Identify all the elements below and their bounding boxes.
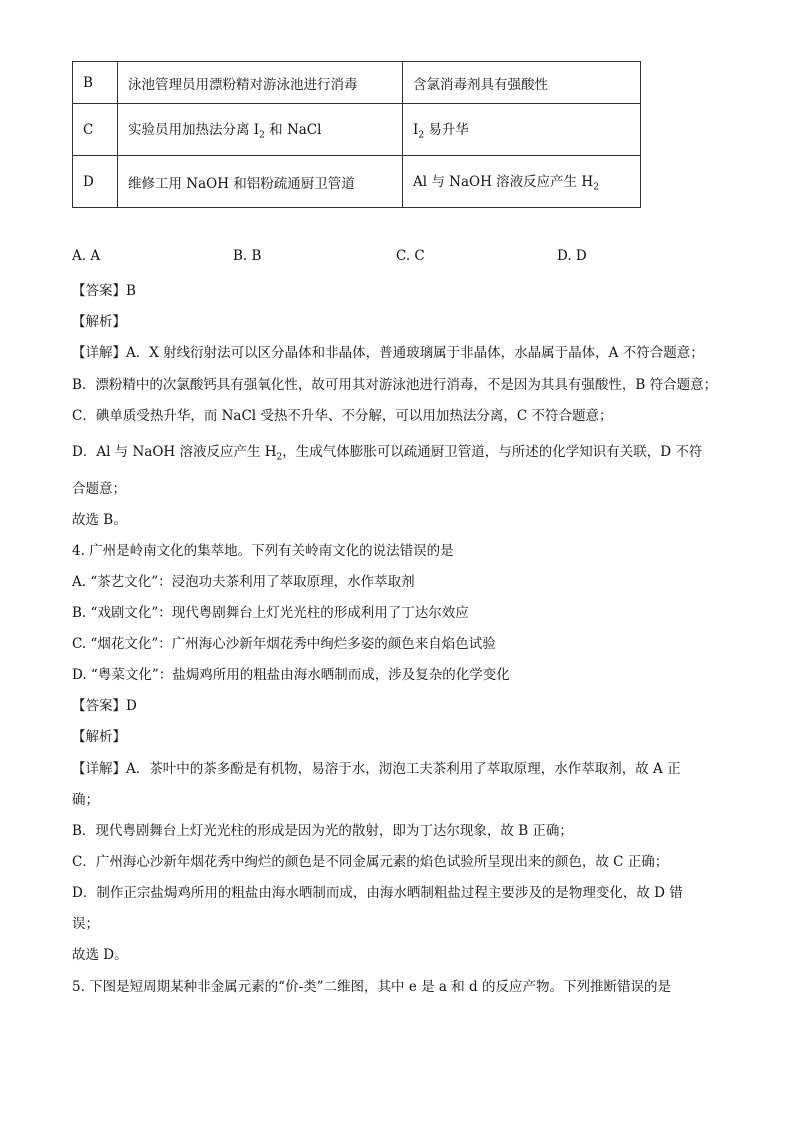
row-knowledge-text: Al 与 NaOH 溶液反应产生 H: [413, 174, 594, 191]
table-row: [73, 156, 641, 208]
table-row: [73, 104, 641, 156]
detail-line: [72, 440, 702, 463]
option-d: D. D: [557, 248, 587, 264]
detail-line: C．广州海心沙新年烟花秀中绚烂的颜色是不同金属元素的焰色试验所呈现出来的颜色，故 C 正确；: [72, 854, 669, 870]
subscript: 2: [259, 130, 265, 141]
option-a: A. A: [72, 248, 101, 264]
detail-line: 合题意；: [72, 481, 126, 497]
analysis-label: 【解析】: [72, 729, 126, 745]
subscript: 2: [276, 452, 283, 463]
choice-b: B. “戏剧文化”：现代粤剧舞台上灯光光柱的形成利用了丁达尔效应: [72, 605, 469, 621]
choose-line: 故选 D。: [72, 947, 128, 963]
option-c: C. C: [396, 248, 425, 264]
answer-label: 【答案】D: [72, 698, 137, 714]
detail-line: 【详解】A．茶叶中的茶多酚是有机物，易溶于水，沏泡工夫茶利用了萃取原理，水作萃取剂，故 A 正: [72, 761, 681, 777]
subscript: 2: [593, 182, 599, 193]
choice-d: D. “粤菜文化”：盐焗鸡所用的粗盐由海水晒制而成，涉及复杂的化学变化: [72, 667, 510, 683]
analysis-label: 【解析】: [72, 314, 126, 330]
question-stem: 4. 广州是岭南文化的集萃地。下列有关岭南文化的说法错误的是: [72, 543, 454, 559]
row-action-text: 实验员用加热法分离 I: [128, 122, 260, 139]
question-stem: 5. 下图是短周期某种非金属元素的“价-类”二维图，其中 e 是 a 和 d 的反应产物。下列推断错误的是: [72, 979, 671, 995]
answer-label: 【答案】B: [72, 283, 136, 299]
detail-line: D．制作正宗盐焗鸡所用的粗盐由海水晒制而成，由海水晒制粗盐过程主要涉及的是物理变化，故 D 错: [72, 885, 683, 901]
row-letter: C: [73, 104, 118, 156]
detail-line: 【详解】A．X 射线衍射法可以区分晶体和非晶体，普通玻璃属于非晶体，水晶属于晶体，A 不符合题意；: [72, 345, 704, 361]
detail-line: 误；: [72, 916, 99, 932]
choice-c: C. “烟花文化”：广州海心沙新年烟花秀中绚烂多姿的颜色来自焰色试验: [72, 636, 496, 652]
detail-text: D．Al 与 NaOH 溶液反应产生 H: [72, 444, 277, 460]
detail-text: ，生成气体膨胀可以疏通厨卫管道，与所述的化学知识有关联，D 不符: [282, 444, 703, 460]
detail-line: B．现代粤剧舞台上灯光光柱的形成是因为光的散射，即为丁达尔现象，故 B 正确；: [72, 823, 573, 839]
row-action: 维修工用 NaOH 和铝粉疏通厨卫管道: [118, 156, 403, 208]
row-knowledge-text: 易升华: [424, 122, 469, 139]
choice-a: A. “茶艺文化”：浸泡功夫茶利用了萃取原理，水作萃取剂: [72, 574, 415, 590]
row-letter: B: [73, 62, 118, 104]
row-knowledge: [403, 156, 641, 208]
detail-line: B．漂粉精中的次氯酸钙具有强氧化性，故可用其对游泳池进行消毒，不是因为其具有强酸性，B 符合题意；: [72, 377, 718, 393]
row-letter: D: [73, 156, 118, 208]
detail-line: 确；: [72, 792, 99, 808]
choose-line: 故选 B。: [72, 512, 127, 528]
row-knowledge: 含氯消毒剂具有强酸性: [403, 62, 641, 104]
option-b: B. B: [233, 248, 262, 264]
row-knowledge-text: I: [413, 122, 419, 139]
subscript: 2: [418, 130, 425, 141]
options-table: [72, 61, 641, 208]
row-knowledge: [403, 104, 641, 156]
row-action: [118, 104, 403, 156]
row-action: 泳池管理员用漂粉精对游泳池进行消毒: [118, 62, 403, 104]
table-row: [73, 62, 641, 104]
detail-line: C．碘单质受热升华，而 NaCl 受热不升华、不分解，可以用加热法分离，C 不符合题意；: [72, 408, 613, 424]
row-action-text: 和 NaCl: [264, 122, 322, 139]
